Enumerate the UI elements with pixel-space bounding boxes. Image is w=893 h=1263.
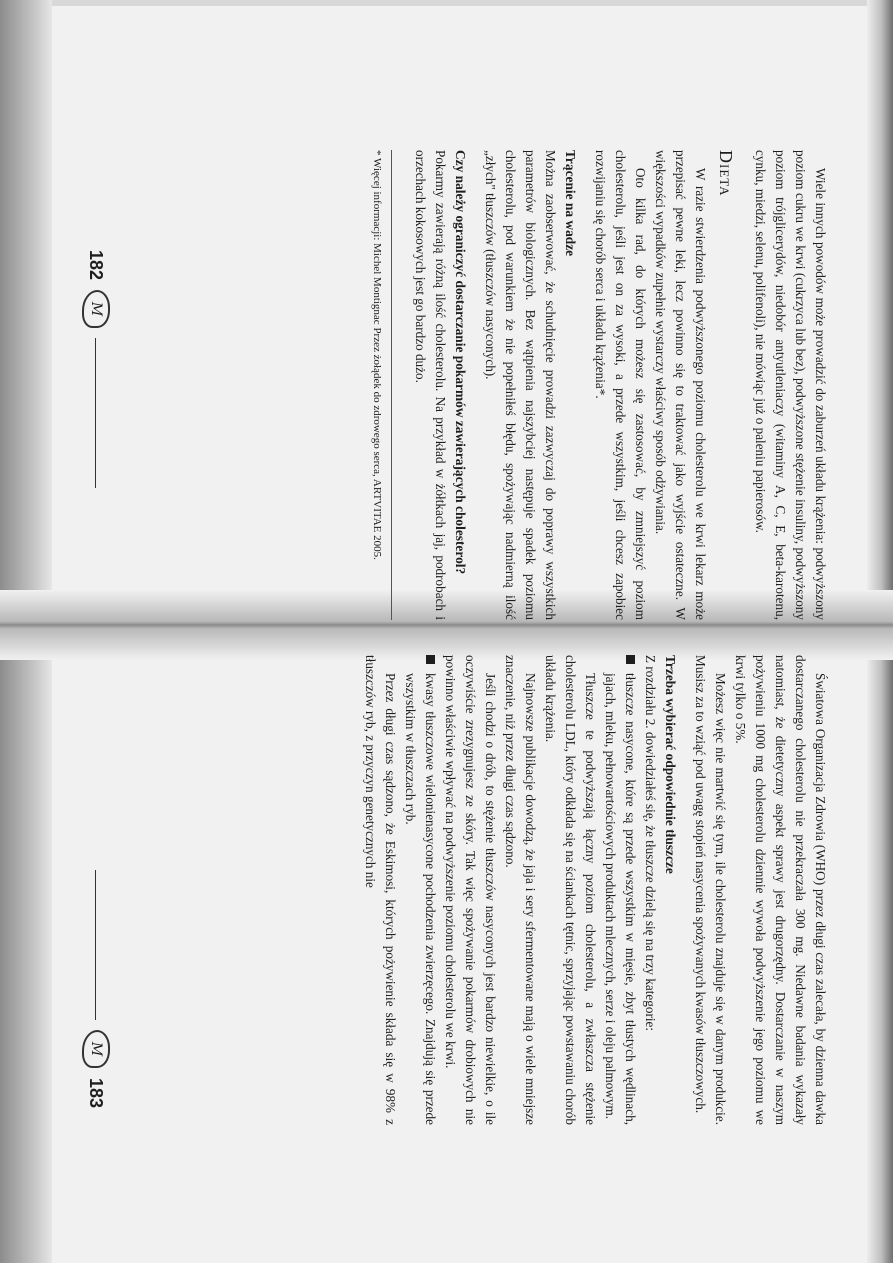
footnote: * Więcej informacji: Michel Montignac Przez żołądek do zdrowego serca, ARTVITAE 2005.: [369, 150, 392, 620]
right-paragraph-4: Najnowsze publikacje dowodzą, że jaja i sery sfermentowane mają o wiele mniejsze znaczenie, niż przez długi czas sądzono.: [503, 655, 538, 1125]
left-paragraph-2: Oto kilka rad, do których możesz się zastosować, by zmniejszyć poziom cholesterolu, jeśli jest on za wysoki, a przede wszystkim, jeśli chcesz zapobiec rozwijaniu się chorób serca i układu krążenia*.: [593, 150, 648, 620]
footer-rule-right: [96, 870, 97, 1020]
left-paragraph-1: W razie stwierdzenia podwyższonego poziomu cholesterolu we krwi lekarz może przepisać pewne leki, lecz powinno się to traktować jako wyjście ostateczne. W większości wypadków zupełnie wystarczy właściwy sposób odżywiania.: [653, 150, 708, 620]
right-paragraph-5: Jeśli chodzi o drób, to stężenie tłuszczów nasyconych jest bardzo niewielkie, o ile oczywiście zrezygnujesz ze skóry. Tak więc spożywanie pokarmów drobiowych nie powinno właściwie wpływać na podwyższenie poziomu cholesterolu we krwi.: [443, 655, 498, 1125]
left-paragraph-3: Można zaobserwować, że schudnięcie prowadzi zazwyczaj do poprawy wszystkich parametrów biologicznych. Bez wątpienia najszybciej następuje spadek poziomu cholesterolu, pod warunkiem że nie popełniłeś błędu, spożywając nadmierną ilość „złych" tłuszczów (tłuszczów nasyconych).: [483, 150, 558, 620]
right-page-text: [360, 655, 830, 1125]
bullet-2-text: kwasy tłuszczowe wielonienasycone pochodzenia zwierzęcego. Znajdują się przede wszystkim w tłuszczach ryb.: [403, 673, 438, 1125]
left-page-text: [369, 150, 830, 620]
left-page-footer: [82, 250, 110, 488]
right-paragraph-6: Przez długi czas sądzono, że Eskimosi, których pożywienie składa się w 98% z tłuszczów ryb, z przyczyn genetycznych nie: [363, 655, 398, 1125]
footer-rule-left: [96, 338, 97, 488]
publisher-logo-icon: M: [82, 1030, 110, 1068]
subheading-choose-fats: Trzeba wybierać odpowiednie tłuszcze: [663, 655, 678, 874]
bullet-1-text: tłuszcze nasycone, które są przede wszystkim w mięsie, zbyt tłustych wędlinach, jajach, mleku, pełnowartościowych produktach mlecznych, serze i oleju palmowym.: [603, 673, 638, 1125]
publisher-logo-icon: M: [82, 290, 110, 328]
subheading-weight-loss: Trącenie na wadze: [563, 150, 578, 257]
bullet-polyunsaturated: [400, 655, 440, 1125]
left-intro-paragraph: Wiele innych powodów może prowadzić do zaburzeń układu krążenia: podwyższony poziom cukru we krwi (cukrzyca lub bez), podwyższone stężenie insuliny, podwyższony poziom trójglicerydów, niedobór antyutleniaczy (witaminy A, C, E, beta-karotenu, cynku, miedzi, selenu, polifenoli), nie mówiąc już o paleniu papierosów.: [753, 150, 828, 620]
right-paragraph-1: Możesz więc nie martwić się tym, ile cholesterolu znajduje się w danym produkcie. Musisz za to wziąć pod uwagę stopień nasycenia spożywanych kwasów tłuszczowych.: [693, 655, 728, 1125]
bullet-square-icon: [626, 655, 635, 664]
right-page-footer: [82, 870, 110, 1108]
right-paragraph-2: Z rozdziału 2. dowiedziałeś się, że tłuszcze dzielą się na trzy kategorie:: [643, 655, 658, 1032]
page-number-right: 183: [86, 1078, 107, 1109]
right-paragraph-3: Tłuszcze te podwyższają łączny poziom cholesterolu, a zwłaszcza stężenie cholesterolu LDL, który odkłada się na ściankach tętnic, sprzyjając powstawaniu chorób układu krążenia.: [543, 655, 598, 1125]
bullet-square-icon: [426, 655, 435, 664]
right-intro-paragraph: Światowa Organizacja Zdrowia (WHO) przez długi czas zalecała, by dzienna dawka dostarczanego cholesterolu nie przekraczała 300 mg. Niedawne badania wykazały natomiast, że dietetyczny aspekt sprawy jest drugorzędny. Dostarczanie w naszym pożywieniu 1000 mg cholesterolu dziennie wywoła podwyższenie jego poziomu we krwi tylko o 5%.: [733, 655, 828, 1125]
left-paragraph-4: Pokarmy zawierają różną ilość cholesterolu. Na przykład w żółtkach jaj, podrobach i orzechach kokosowych jest go bardzo dużo.: [413, 150, 448, 620]
subheading-cholesterol-foods: Czy należy ograniczyć dostarczanie pokarmów zawierających cholesterol?: [453, 150, 468, 575]
bullet-saturated-fats: [600, 655, 640, 1125]
page-number-left: 182: [86, 250, 107, 281]
section-title: Dieta: [716, 150, 736, 197]
